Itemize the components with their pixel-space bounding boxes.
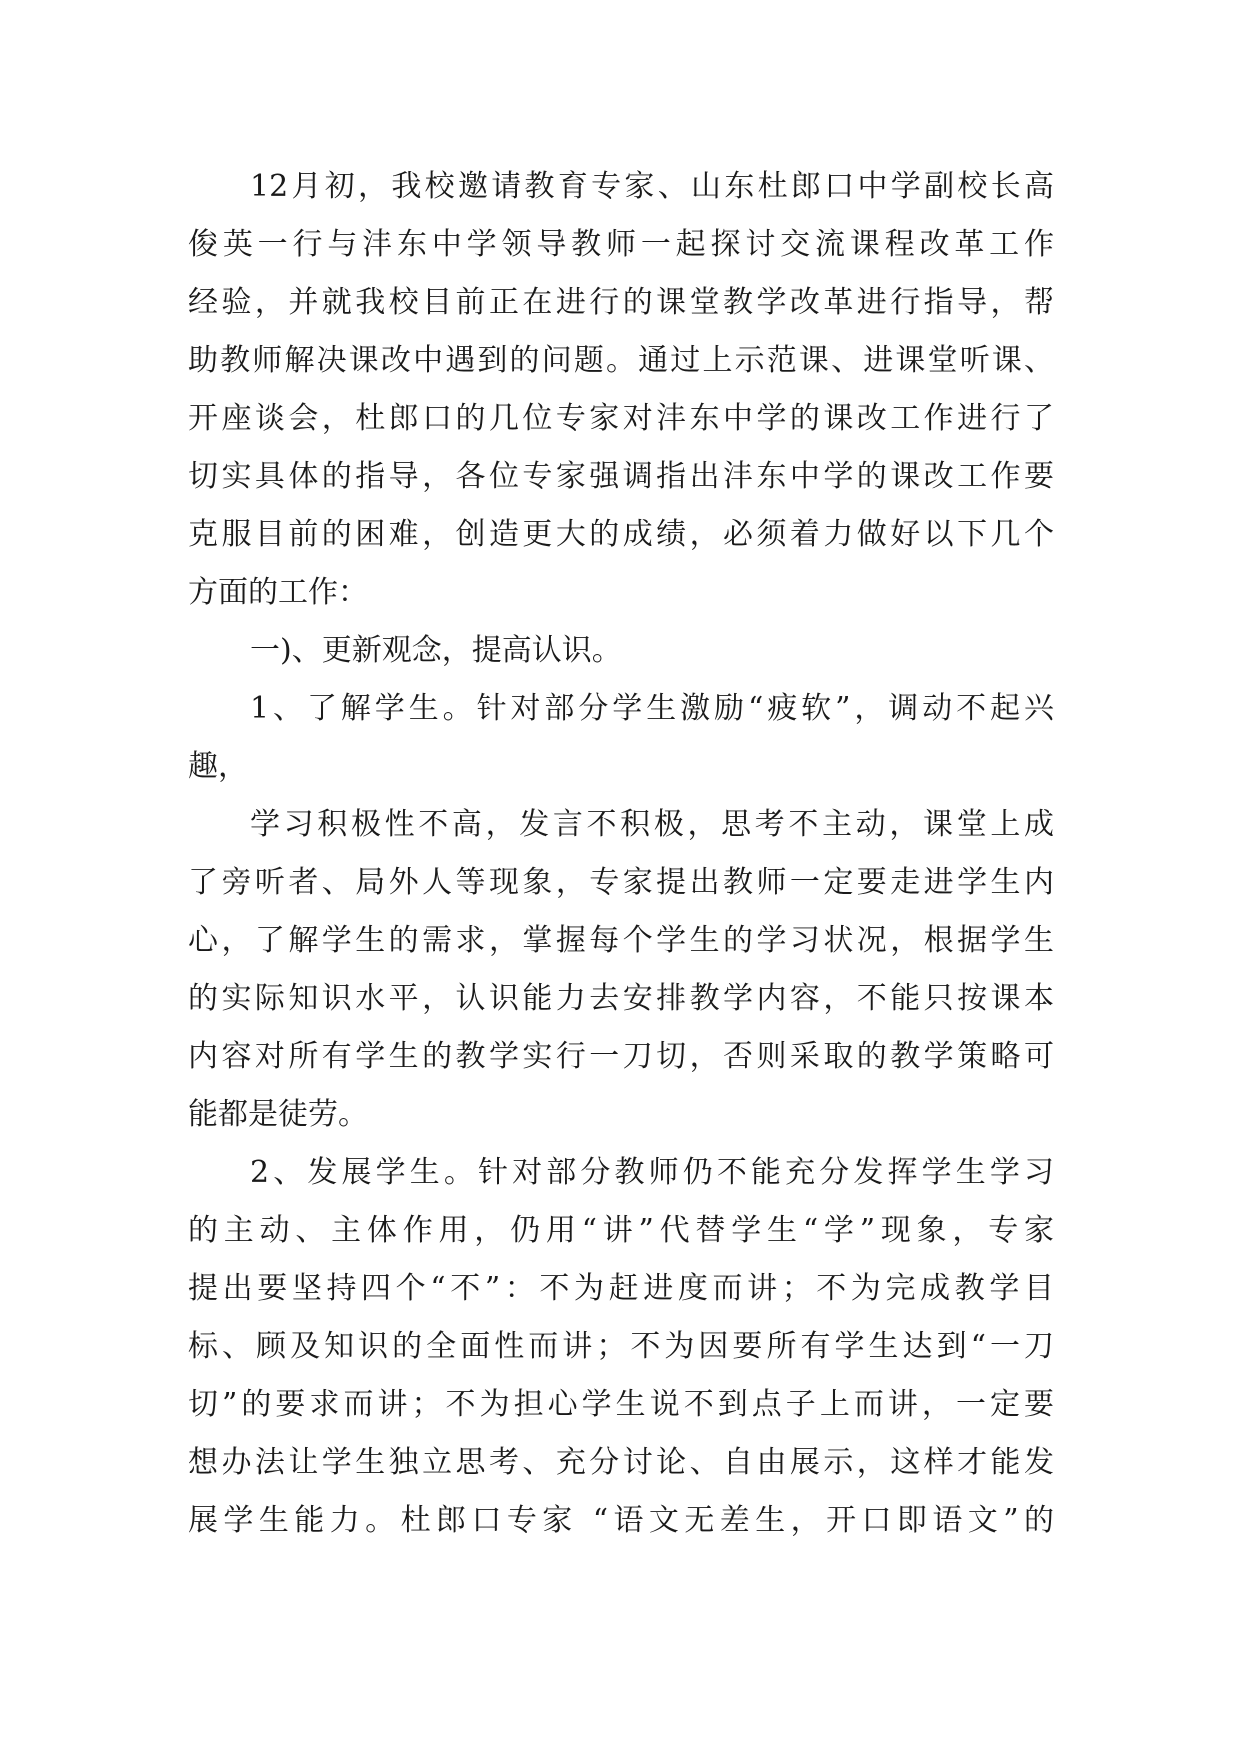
- text-line: 能都是徒劳。: [188, 1097, 368, 1132]
- text-line: 展学生能力。杜郎口专家 “语文无差生，开口即语文”的: [188, 1503, 1054, 1538]
- text-line: 心，了解学生的需求，掌握每个学生的学习状况，根据学生: [188, 923, 1054, 958]
- text-line: 开座谈会，杜郎口的几位专家对沣东中学的课改工作进行了: [188, 401, 1054, 436]
- text-line: 的主动、主体作用，仍用“讲”代替学生“学”现象，专家: [188, 1213, 1054, 1248]
- text-line: 内容对所有学生的教学实行一刀切，否则采取的教学策略可: [188, 1039, 1054, 1074]
- text-line: 方面的工作：: [188, 575, 368, 610]
- text-line: 的实际知识水平，认识能力去安排教学内容，不能只按课本: [188, 981, 1054, 1016]
- text-line: 12月初，我校邀请教育专家、山东杜郎口中学副校长高: [250, 169, 1054, 204]
- text-line: 标、顾及知识的全面性而讲；不为因要所有学生达到“一刀: [188, 1329, 1054, 1364]
- text-line: 经验，并就我校目前正在进行的课堂教学改革进行指导，帮: [188, 285, 1054, 320]
- text-line: 趣，: [188, 749, 248, 784]
- text-line: 克服目前的困难，创造更大的成绩，必须着力做好以下几个: [188, 517, 1054, 552]
- text-line: 了旁听者、局外人等现象，专家提出教师一定要走进学生内: [188, 865, 1054, 900]
- text-line: 俊英一行与沣东中学领导教师一起探讨交流课程改革工作: [188, 227, 1054, 262]
- text-line: 学习积极性不高，发言不积极，思考不主动，课堂上成: [250, 807, 1054, 842]
- text-line: 1、了解学生。针对部分学生激励“疲软”，调动不起兴: [250, 691, 1054, 726]
- text-line: 想办法让学生独立思考、充分讨论、自由展示，这样才能发: [188, 1445, 1054, 1480]
- text-line: 2、发展学生。针对部分教师仍不能充分发挥学生学习: [250, 1155, 1054, 1190]
- text-line: 助教师解决课改中遇到的问题。通过上示范课、进课堂听课、: [188, 343, 1054, 378]
- document-body: [188, 158, 1054, 1550]
- text-line: 切实具体的指导，各位专家强调指出沣东中学的课改工作要: [188, 459, 1054, 494]
- text-line: 切”的要求而讲；不为担心学生说不到点子上而讲，一定要: [188, 1387, 1054, 1422]
- text-line: 一)、更新观念，提高认识。: [250, 633, 622, 668]
- text-line: 提出要坚持四个“不”：不为赶进度而讲；不为完成教学目: [188, 1271, 1054, 1306]
